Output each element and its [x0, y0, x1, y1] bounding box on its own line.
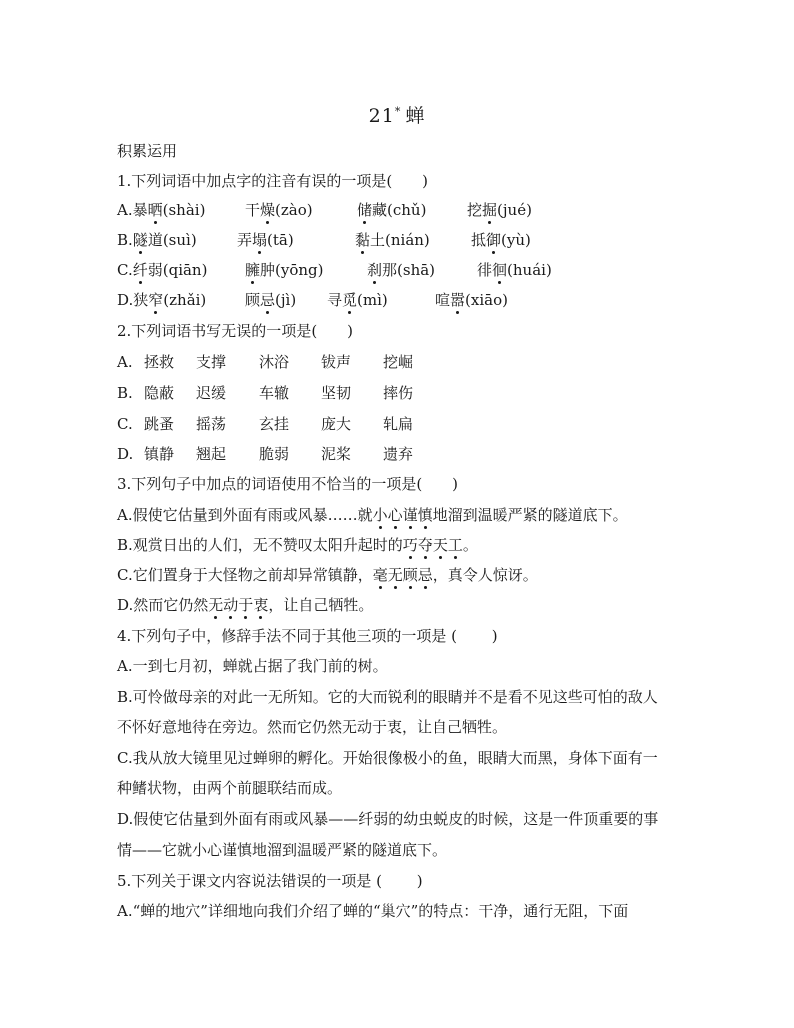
- lesson-name: 蝉: [405, 105, 426, 127]
- q1-c-word1: C.纤弱(qiān): [117, 261, 208, 279]
- q4-option-c-line2: 种鳍状物，由两个前腿联结而成。: [117, 779, 343, 797]
- q1-b-word2: 弄塌(tā): [237, 231, 294, 249]
- q3-option-d: [117, 595, 687, 615]
- q3-b-pre: B.观赏日出的人们，无不赞叹太阳升起时的: [117, 536, 403, 554]
- q2-d-word1: 镇静: [144, 445, 175, 463]
- q2-option-a: [117, 352, 687, 372]
- q2-b-word4: 坚韧: [321, 384, 352, 402]
- q4-option-c-line1: C.我从放大镜里见过蝉卵的孵化。开始很像极小的鱼，眼睛大而黑，身体下面有一: [117, 749, 658, 767]
- q2-c-word5: 轧扁: [383, 415, 414, 433]
- q3-stem: 3.下列句子中加点的词语使用不恰当的一项是( ): [117, 475, 459, 493]
- q2-a-word3: 沐浴: [259, 353, 290, 371]
- q3-a-pre: A.假使它估量到外面有雨或风暴……就: [117, 506, 373, 524]
- q3-c-dotted-word: 毫无顾忌: [372, 566, 433, 584]
- q2-d-word4: 泥桨: [321, 445, 352, 463]
- q5-option-a-line1: A.“蝉的地穴”详细地向我们介绍了蝉的“巢穴”的特点：干净，通行无阻，下面: [117, 902, 629, 920]
- q1-d-word3: 寻觅(mì): [327, 291, 388, 309]
- q2-d-word5: 遗弃: [383, 445, 414, 463]
- q1-c-word4: 徘徊(huái): [477, 261, 552, 279]
- q3-option-b: [117, 535, 687, 555]
- q4-option-b-line1: B.可怜做母亲的对此一无所知。它的大而锐利的眼睛并不是看不见这些可怕的敌人: [117, 688, 658, 706]
- q1-c-word2: 臃肿(yōng): [245, 261, 324, 279]
- q2-b-word1: 隐蔽: [144, 384, 175, 402]
- q1-option-b: [117, 230, 687, 250]
- q1-b-word3: 黏土(nián): [355, 231, 430, 249]
- q2-b-word2: 迟缓: [196, 384, 227, 402]
- page-title: [0, 101, 794, 128]
- q2-option-b: [117, 383, 687, 403]
- q3-c-post: ，真令人惊讶。: [432, 566, 538, 584]
- q1-stem: 1.下列词语中加点字的注音有误的一项是( ): [117, 172, 429, 190]
- q1-option-c: [117, 260, 687, 280]
- section-heading: 积累运用: [117, 142, 178, 160]
- q2-c-word3: 玄挂: [259, 415, 290, 433]
- q2-c-letter: C.: [117, 415, 133, 433]
- q4-stem: 4.下列句子中，修辞手法不同于其他三项的一项是 ( ): [117, 627, 498, 645]
- q2-option-c: [117, 414, 687, 434]
- q1-a-word1: A.暴晒(shài): [117, 201, 206, 219]
- q4-option-d-line1: D.假使它估量到外面有雨或风暴——纤弱的幼虫蜕皮的时候，这是一件顶重要的事: [117, 810, 659, 828]
- q1-a-word4: 挖掘(jué): [467, 201, 532, 219]
- q4-option-b-line2: 不怀好意地待在旁边。然而它仍然无动于衷，让自己牺牲。: [117, 718, 508, 736]
- q5-stem: 5.下列关于课文内容说法错误的一项是 ( ): [117, 872, 423, 890]
- q1-d-word2: 顾忌(jì): [245, 291, 297, 309]
- q2-d-word3: 脆弱: [259, 445, 290, 463]
- q2-c-word2: 摇荡: [196, 415, 227, 433]
- q2-a-letter: A.: [117, 353, 133, 371]
- q2-b-word5: 摔伤: [383, 384, 414, 402]
- q1-d-word4: 喧嚣(xiāo): [435, 291, 508, 309]
- q2-c-word1: 跳蚤: [144, 415, 175, 433]
- lesson-number: 21: [368, 105, 395, 127]
- q3-a-post: 地溜到温暖严紧的隧道底下。: [432, 506, 628, 524]
- q2-a-word1: 拯救: [144, 353, 175, 371]
- q4-option-d-line2: 情——它就小心谨慎地溜到温暖严紧的隧道底下。: [117, 841, 448, 859]
- q3-option-a: [117, 505, 687, 525]
- q2-a-word5: 挖崛: [383, 353, 414, 371]
- q2-b-letter: B.: [117, 384, 133, 402]
- q2-a-word2: 支撑: [196, 353, 227, 371]
- q1-option-a: [117, 200, 687, 220]
- q2-option-d: [117, 444, 687, 464]
- q3-d-dotted-word: 无动于衷: [208, 596, 269, 614]
- optional-lesson-mark: *: [394, 104, 402, 118]
- q3-a-dotted-word: 小心谨慎: [372, 506, 433, 524]
- q3-d-post: ，让自己牺牲。: [268, 596, 374, 614]
- q2-stem: 2.下列词语书写无误的一项是( ): [117, 322, 354, 340]
- q2-c-word4: 庞大: [321, 415, 352, 433]
- q2-d-word2: 翘起: [196, 445, 227, 463]
- q1-b-word1: B.隧道(suì): [117, 231, 197, 249]
- q3-c-pre: C.它们置身于大怪物之前却异常镇静，: [117, 566, 373, 584]
- q3-b-dotted-word: 巧夺天工: [402, 536, 463, 554]
- q1-a-word3: 储藏(chǔ): [357, 201, 427, 219]
- q1-b-word4: 抵御(yù): [471, 231, 531, 249]
- q2-a-word4: 钹声: [321, 353, 352, 371]
- q3-option-c: [117, 565, 687, 585]
- q2-b-word3: 车辙: [259, 384, 290, 402]
- q1-c-word3: 刹那(shā): [367, 261, 436, 279]
- q4-option-a: A.一到七月初，蝉就占据了我门前的树。: [117, 657, 388, 675]
- q3-b-post: 。: [462, 536, 478, 554]
- q1-d-word1: D.狭窄(zhǎi): [117, 291, 207, 309]
- q3-d-pre: D.然而它仍然: [117, 596, 209, 614]
- q1-a-word2: 干燥(zào): [245, 201, 313, 219]
- q1-option-d: [117, 290, 687, 310]
- q2-d-letter: D.: [117, 445, 134, 463]
